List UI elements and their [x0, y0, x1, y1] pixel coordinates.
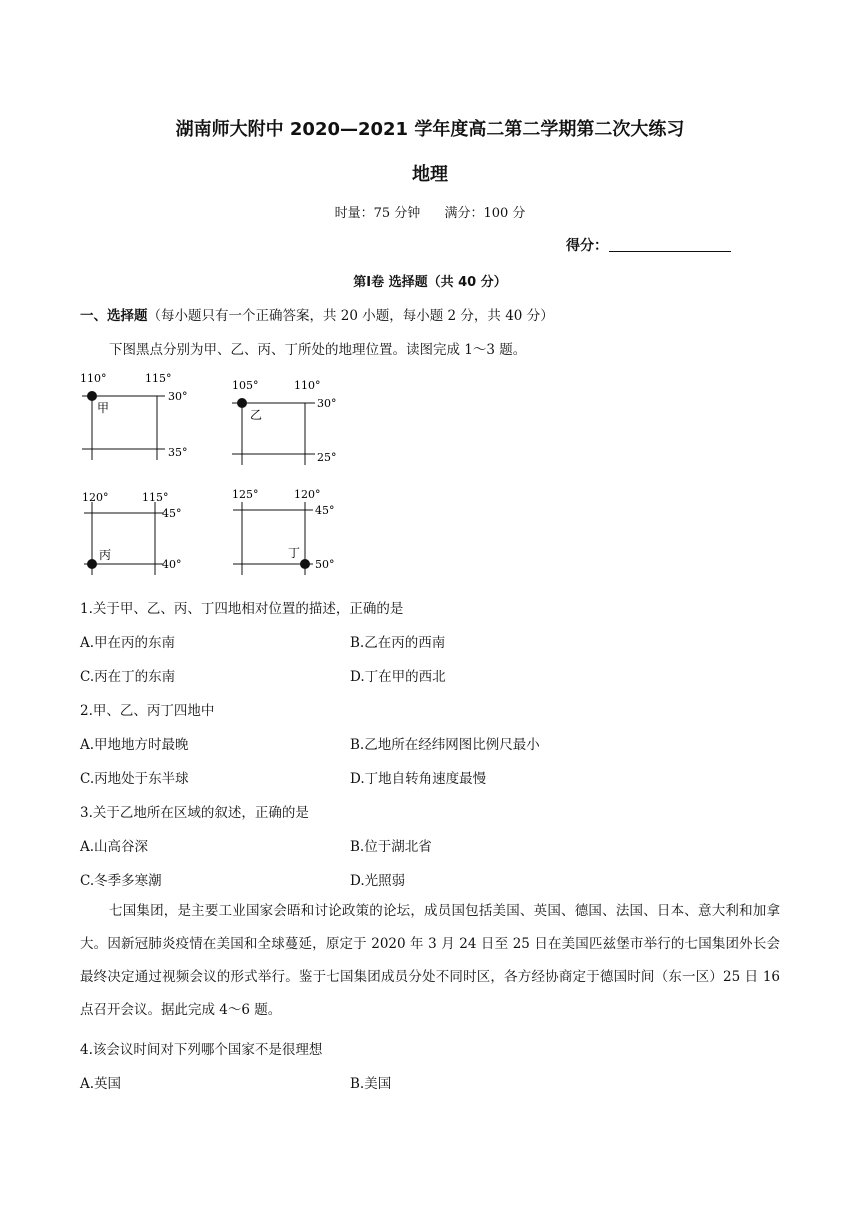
page-title: 湖南师大附中 2020—2021 学年度高二第二学期第二次大练习 — [175, 119, 685, 140]
question-stem: 3.关于乙地所在区域的叙述，正确的是 — [80, 805, 309, 821]
exam-meta — [0, 202, 860, 221]
lon-label: 115° — [142, 491, 169, 504]
grid-yi — [232, 379, 337, 465]
grid-ding — [232, 488, 335, 575]
full-score: 满分：100 分 — [444, 206, 526, 221]
option-a: A.甲地地方时最晚 — [80, 737, 189, 753]
lat-label: 35° — [168, 446, 188, 459]
lon-label: 105° — [232, 379, 259, 392]
location-dot — [237, 398, 247, 408]
subject-title: 地理 — [412, 164, 448, 185]
part-title: 第Ⅰ卷 选择题（共 40 分） — [353, 275, 507, 290]
figure-intro: 下图黑点分别为甲、乙、丙、丁所处的地理位置。读图完成 1～3 题。 — [109, 342, 527, 358]
score-label: 得分： — [566, 238, 608, 254]
lat-label: 45° — [315, 504, 335, 517]
section-note: （每小题只有一个正确答案，共 20 小题，每小题 2 分，共 40 分） — [147, 308, 554, 324]
lon-label: 110° — [294, 379, 321, 392]
lat-label: 45° — [162, 507, 182, 520]
section-heading — [80, 304, 554, 324]
lon-label: 120° — [82, 491, 109, 504]
option-b: B.乙在丙的西南 — [350, 635, 446, 651]
point-label: 丁 — [288, 546, 301, 560]
point-label: 丙 — [99, 548, 112, 562]
question-stem: 1.关于甲、乙、丙、丁四地相对位置的描述，正确的是 — [80, 601, 404, 617]
section-head: 一、选择题 — [80, 308, 148, 324]
option-b: B.位于湖北省 — [350, 839, 432, 855]
lon-label: 110° — [80, 372, 107, 385]
lat-label: 25° — [317, 451, 337, 464]
reading-passage: 七国集团，是主要工业国家会晤和讨论政策的论坛，成员国包括美国、英国、德国、法国、日本、意大利和加拿大。因新冠肺炎疫情在美国和全球蔓延，原定于 2020 年 3 月 24 日至 25 日在美国匹兹堡市举行的七国集团外长会最终决定通过视频会议的形式举行。鉴于七国集团成员分处不同时区，各方经协商定于德国时间（东一区）25 日 16 点召开会议。据此完成 4～6 题。 — [80, 903, 780, 1018]
option-d: D.光照弱 — [350, 873, 406, 889]
option-a: A.英国 — [80, 1076, 122, 1092]
point-label: 乙 — [250, 408, 263, 422]
lat-label: 30° — [317, 397, 337, 410]
lat-label: 40° — [162, 558, 182, 571]
lat-label: 30° — [168, 390, 188, 403]
grid-jia — [80, 372, 188, 460]
lon-label: 120° — [294, 488, 321, 501]
score-blank — [609, 251, 731, 252]
option-d: D.丁在甲的西北 — [350, 669, 446, 685]
option-a: A.山高谷深 — [80, 839, 149, 855]
grid-bing — [82, 491, 182, 575]
lat-lon-grids-figure — [70, 365, 370, 580]
lat-label: 50° — [315, 558, 335, 571]
option-c: C.丙在丁的东南 — [80, 669, 176, 685]
option-a: A.甲在丙的东南 — [80, 635, 176, 651]
location-dot — [300, 559, 310, 569]
option-b: B.美国 — [350, 1076, 392, 1092]
option-c: C.冬季多寒潮 — [80, 873, 162, 889]
question-stem: 2.甲、乙、丙丁四地中 — [80, 703, 215, 719]
question-stem: 4.该会议时间对下列哪个国家不是很理想 — [80, 1042, 323, 1058]
location-dot — [87, 559, 97, 569]
time-limit: 时量：75 分钟 — [334, 206, 421, 221]
lon-label: 125° — [232, 488, 259, 501]
location-dot — [87, 391, 97, 401]
option-c: C.丙地处于东半球 — [80, 771, 189, 787]
point-label: 甲 — [97, 401, 110, 415]
option-d: D.丁地自转角速度最慢 — [350, 771, 487, 787]
lon-label: 115° — [145, 372, 172, 385]
option-b: B.乙地所在经纬网图比例尺最小 — [350, 737, 540, 753]
